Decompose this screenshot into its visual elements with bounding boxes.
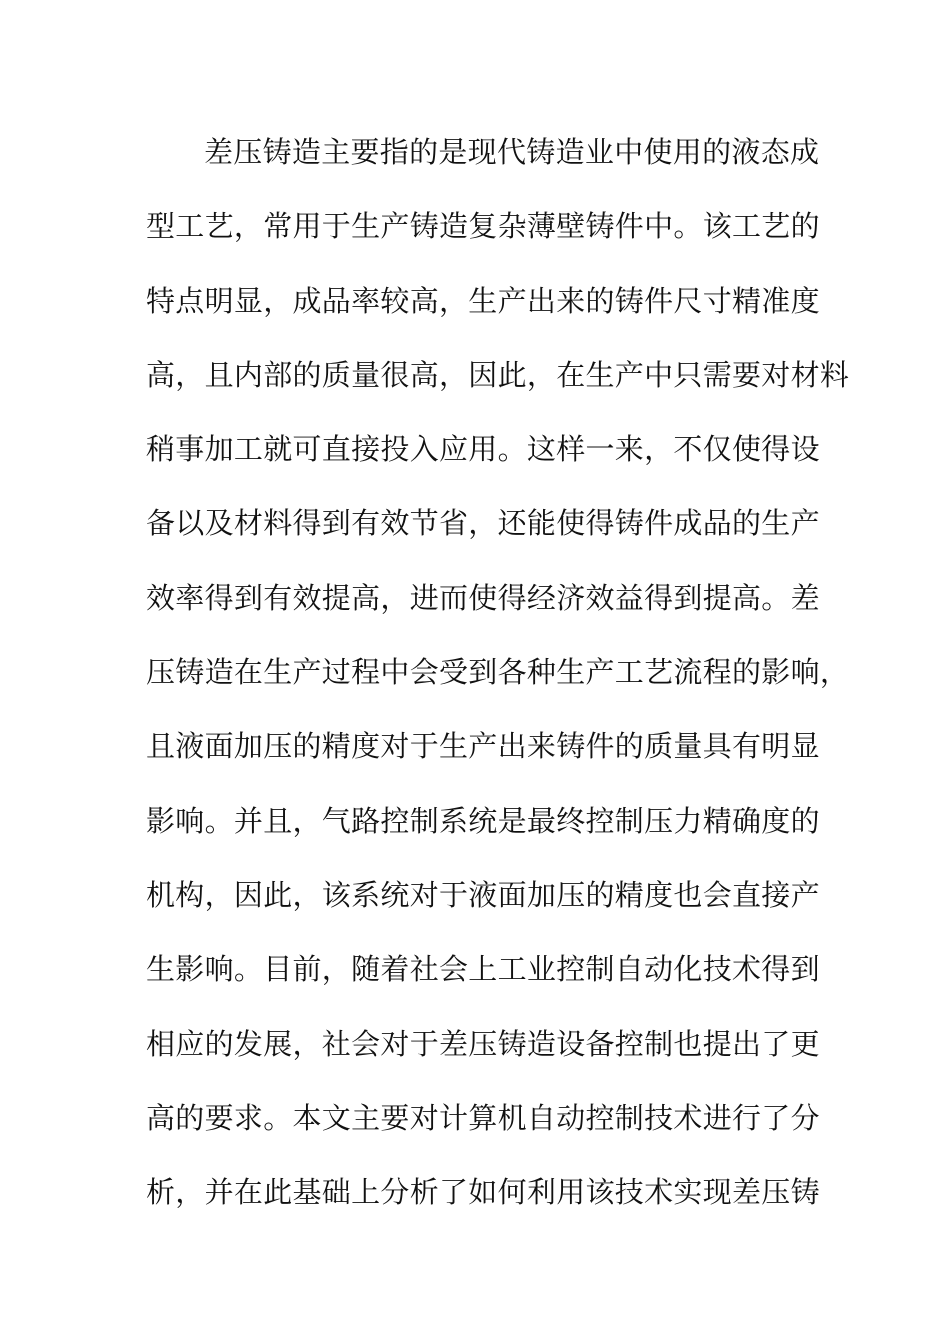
paragraph — [146, 128, 850, 1242]
paragraph-line: 且液面加压的精度对于生产出来铸件的质量具有明显 — [146, 729, 820, 764]
paragraph-line: 生影响。目前，随着社会上工业控制自动化技术得到 — [146, 952, 820, 987]
paragraph-line: 效率得到有效提高，进而使得经济效益得到提高。差 — [146, 580, 820, 615]
paragraph-line: 高，且内部的质量很高，因此，在生产中只需要对材料 — [146, 357, 850, 392]
paragraph-line: 机构，因此，该系统对于液面加压的精度也会直接产 — [146, 877, 820, 912]
paragraph-line: 高的要求。本文主要对计算机自动控制技术进行了分 — [146, 1100, 820, 1135]
paragraph-line: 相应的发展，社会对于差压铸造设备控制也提出了更 — [146, 1026, 820, 1061]
paragraph-line: 稍事加工就可直接投入应用。这样一来，不仅使得设 — [146, 432, 820, 467]
paragraph-line: 型工艺，常用于生产铸造复杂薄壁铸件中。该工艺的 — [146, 209, 820, 244]
paragraph-line: 压铸造在生产过程中会受到各种生产工艺流程的影响， — [146, 655, 850, 690]
paragraph-line: 特点明显，成品率较高，生产出来的铸件尺寸精准度 — [146, 283, 820, 318]
paragraph-line: 差压铸造主要指的是现代铸造业中使用的液态成 — [204, 135, 820, 169]
paragraph-line: 备以及材料得到有效节省，还能使得铸件成品的生产 — [146, 506, 820, 541]
paragraph-line: 影响。并且，气路控制系统是最终控制压力精确度的 — [146, 803, 820, 838]
paragraph-line: 析，并在此基础上分析了如何利用该技术实现差压铸 — [146, 1175, 820, 1210]
